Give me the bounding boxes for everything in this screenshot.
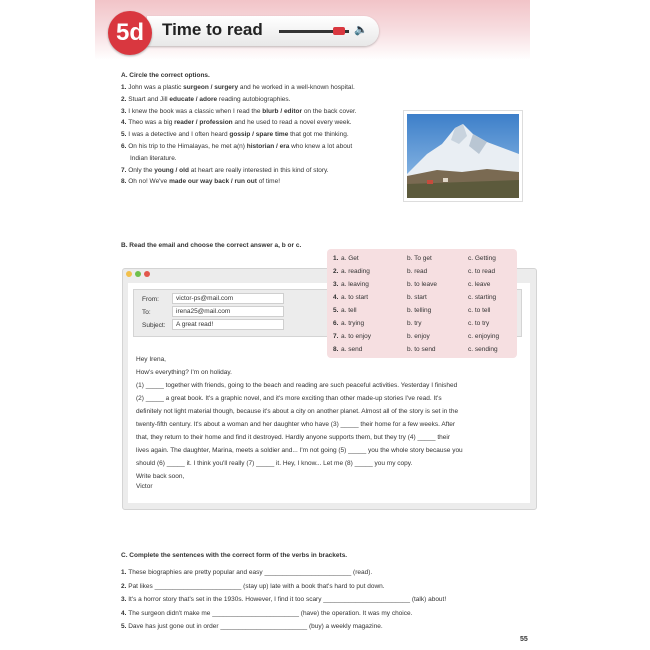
exercise-a-item [121, 96, 290, 103]
subject-label: Subject: [142, 322, 166, 329]
answer-number: 5. [333, 307, 339, 314]
exercise-a-item [121, 167, 329, 174]
himalaya-image [407, 114, 519, 198]
item-text-after: and he worked in a well-known hospital. [238, 84, 355, 91]
exercise-a-item [121, 84, 355, 91]
answer-number: 2. [333, 268, 339, 275]
email-line: should (6) _____ it. I think you'll really (7) _____ it. Hey, I know... Let me (8) _____ you my copy. [136, 460, 413, 467]
item-options: made our way back / run out [169, 178, 257, 186]
answer-number: 1. [333, 255, 339, 262]
item-text-before: I was a detective and I often heard [128, 131, 230, 139]
item-text: Dave has just gone out in order ________________________ (buy) a weekly magazine. [128, 623, 383, 630]
item-text-after: who knew a lot about [289, 143, 353, 150]
item-text-before: I knew the book was a classic when I read the [128, 107, 263, 115]
answer-option-a: a. to start [341, 294, 369, 301]
item-text-before: Indian literature. [130, 154, 177, 162]
item-options: gossip / spare time [229, 131, 289, 139]
item-text-before: John was a plastic [128, 84, 184, 91]
answer-option-c: c. enjoying [468, 333, 500, 340]
email-line: lives again. The daughter, Marina, meets a soldier and... I'm not going (5) _____ you the whole story because you [136, 447, 463, 454]
item-text-before: On his trip to the Himalayas, he met a(n) [128, 143, 247, 150]
speaker-icon[interactable]: 🔈 [354, 24, 368, 36]
answer-option-c: c. to try [468, 320, 490, 327]
item-number: 1. [121, 569, 129, 576]
audio-progress-knob[interactable] [333, 27, 345, 35]
email-line: definitely not light material though, because it's about a city on another planet. Almost all of the story is set in the [136, 408, 459, 415]
item-number: 3. [121, 107, 129, 115]
window-maximize-dot [135, 271, 141, 277]
answer-option-a: a. send [341, 346, 363, 353]
exercise-c-item [121, 623, 383, 630]
section-a-heading: A. Circle the correct options. [121, 72, 210, 79]
item-options: educate / adore [169, 95, 218, 103]
answer-option-a: a. leaving [341, 281, 369, 288]
item-text-after: at heart are really interested in this kind of story. [188, 166, 329, 174]
from-label: From: [142, 296, 159, 303]
exercise-a-item [121, 178, 280, 185]
exercise-a-item [121, 155, 177, 162]
item-text-before: Oh no! We've [128, 178, 170, 186]
window-close-dot [144, 271, 150, 277]
answer-option-c: c. sending [468, 346, 498, 353]
to-field: irena25@mail.com [172, 306, 284, 317]
answer-option-b: b. enjoy [407, 333, 430, 340]
answer-number: 3. [333, 281, 339, 288]
answer-option-c: c. to read [468, 268, 496, 275]
lesson-title: Time to read [162, 20, 263, 39]
item-number: 4. [121, 119, 129, 127]
page-number: 55 [520, 636, 528, 643]
answer-option-b: b. To get [407, 255, 432, 262]
item-number: 6. [121, 143, 129, 150]
item-options: surgeon / surgery [183, 84, 239, 91]
answer-option-c: c. Getting [468, 255, 496, 262]
answer-number: 7. [333, 333, 339, 340]
email-line: Victor [136, 483, 153, 490]
item-text: It's a horror story that's set in the 1930s. However, I find it too scary ________________________ (talk) about! [128, 596, 447, 603]
item-text: Pat likes ________________________ (stay up) late with a book that's hard to put down. [128, 582, 385, 590]
item-options: young / old [154, 166, 189, 174]
answer-option-a: a. trying [341, 320, 365, 327]
answer-number: 6. [333, 320, 339, 327]
email-line: that, they return to their home and find it destroyed. Hardly anyone supports them, but they try (4) _____ their [136, 434, 450, 441]
item-options: reader / profession [174, 119, 233, 127]
window-minimize-dot [126, 271, 132, 277]
section-b-heading: B. Read the email and choose the correct answer a, b or c. [121, 242, 302, 249]
answer-option-b: b. start [407, 294, 427, 301]
unit-badge: 5d [108, 11, 152, 55]
answer-option-c: c. to tell [468, 307, 491, 314]
email-line: twenty-fifth century. It's about a woman and her daughter who have (3) _____ their home for a few weeks. After [136, 421, 456, 428]
answer-option-b: b. to send [407, 346, 436, 353]
answer-option-a: a. reading [341, 268, 370, 275]
item-text-before: Only the [128, 166, 155, 174]
answer-options-box [327, 249, 517, 358]
answer-option-a: a. Get [341, 255, 359, 262]
item-text-before: Stuart and Jill [128, 95, 170, 103]
item-number: 5. [121, 131, 129, 139]
item-number: 4. [121, 609, 129, 617]
item-number: 7. [121, 166, 129, 174]
item-text-before: Theo was a big [128, 119, 175, 127]
exercise-a-item [121, 119, 352, 126]
item-number: 2. [121, 95, 129, 103]
item-options: historian / era [246, 143, 290, 150]
section-c-heading: C. Complete the sentences with the correct form of the verbs in brackets. [121, 552, 348, 559]
answer-option-c: c. starting [468, 294, 497, 301]
item-text: The surgeon didn't make me ________________________ (have) the operation. It was my choice. [128, 609, 413, 617]
item-number: 1. [121, 84, 129, 91]
item-text-after: and he used to read a novel every week. [232, 119, 352, 127]
answer-option-b: b. to leave [407, 281, 437, 288]
to-label: To: [142, 309, 151, 316]
exercise-c-item [121, 596, 446, 603]
exercise-c-item [121, 569, 372, 576]
answer-option-c: c. leave [468, 281, 491, 288]
email-line: How's everything? I'm on holiday. [136, 369, 232, 376]
exercise-a-item [121, 108, 357, 115]
item-text-after: on the back cover. [302, 107, 357, 115]
answer-option-a: a. to enjoy [341, 333, 371, 340]
item-number: 8. [121, 178, 129, 186]
item-text-after: that got me thinking. [288, 131, 349, 139]
answer-option-b: b. try [407, 320, 422, 327]
answer-option-a: a. tell [341, 307, 357, 314]
item-text-after: reading autobiographies. [217, 95, 291, 103]
email-line: (2) _____ a great book. It's a graphic novel, and it's more exciting than other made-up stories I've read. It's [136, 395, 442, 402]
email-line: Hey Irena, [136, 356, 166, 363]
exercise-c-item [121, 583, 385, 590]
email-line: Write back soon, [136, 473, 185, 480]
answer-number: 8. [333, 346, 339, 353]
item-number: 2. [121, 582, 129, 590]
item-options: blurb / editor [262, 107, 303, 115]
email-line: (1) _____ together with friends, going to the beach and reading are such peaceful activities. Yesterday I finished [136, 382, 458, 389]
from-field: victor-ps@mail.com [172, 293, 284, 304]
item-number: 3. [121, 596, 129, 603]
exercise-a-item [121, 143, 352, 150]
item-indent [121, 155, 130, 162]
answer-option-b: b. read [407, 268, 428, 275]
exercise-a-item [121, 131, 349, 138]
answer-option-b: b. telling [407, 307, 432, 314]
subject-field: A great read! [172, 319, 284, 330]
mountain-photo [404, 111, 522, 201]
exercise-c-item [121, 610, 412, 617]
item-number: 5. [121, 623, 129, 630]
item-text-after: of time! [256, 178, 281, 186]
answer-number: 4. [333, 294, 339, 301]
item-text: These biographies are pretty popular and easy ________________________ (read). [128, 569, 373, 576]
